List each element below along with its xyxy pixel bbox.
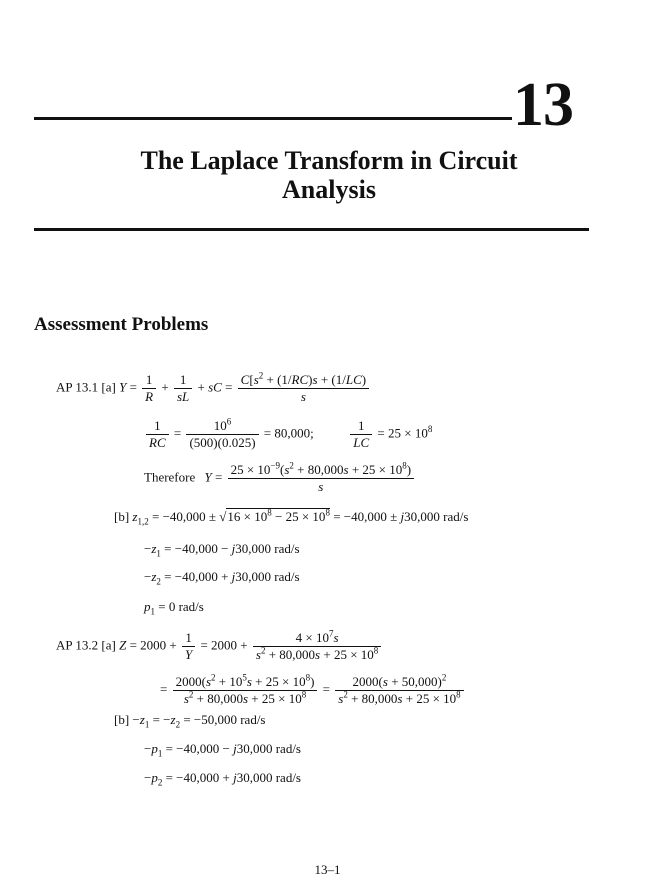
- ap132-part-b: [b]: [114, 712, 130, 727]
- ap131-label: AP 13.1: [56, 379, 99, 395]
- therefore-label: Therefore: [144, 469, 196, 485]
- ap131-rc-lc-values: $\frac{1}{RC}$ = $\frac{10^6}{(500)(0.025)}$ = 80,000; $\frac{1}{LC}$ = $25 \times 10^8$: [144, 418, 432, 451]
- ap131-therefore-y: Therefore Y = $\frac{25 \times 10^{-9}(s^2 + 80,000s + 25 \times 10^8)}{s}$: [144, 462, 416, 495]
- ap131-z1: $-z_1 = -40,000 - j30,000$ rad/s: [144, 541, 300, 559]
- ap132-part-a: [a]: [101, 637, 116, 653]
- chapter-title: [34, 146, 624, 204]
- page-number: 13–1: [314, 862, 341, 877]
- ap132-b-zeros: $[b] -z_1 = -z_2 = -50,000$ rad/s: [114, 712, 266, 730]
- chapter-title-line1: The Laplace Transform in Circuit: [140, 146, 518, 175]
- ap132-label: AP 13.2: [56, 637, 99, 653]
- chapter-title-line2: Analysis: [282, 175, 376, 204]
- ap132-p2: $-p_2 = -40,000 + j30,000$ rad/s: [144, 770, 301, 788]
- ap131-part-a: [a]: [101, 379, 116, 395]
- ap131-z2: $-z_2 = -40,000 + j30,000$ rad/s: [144, 569, 300, 587]
- ap132-a-equation: AP 13.2 [a] Z = 2000 + $\frac{1}{Y}$ = 2000 + $\frac{4 \times 10^7s}{s^2 + 80,000s + 25 \times 10^8}$: [56, 630, 383, 663]
- ap131-part-b: [b]: [114, 509, 130, 524]
- ap131-p1: $p_1 = 0$ rad/s: [144, 599, 204, 617]
- chapter-number: 13: [513, 71, 573, 139]
- ap132-a-simplified: = $\frac{2000(s^2 + 10^5s + 25 \times 10^8)}{s^2 + 80,000s + 25 \times 10^8}$ = $\frac{2000(s + 50,000)^2}{s^2 + 80,000s + 25 \times 10^8}$: [160, 674, 466, 707]
- header-rule: [34, 117, 512, 120]
- ap131-b-zeros: [b] $z_{1,2} = -40,000 \pm √16 \times 10^8 - 25 \times 10^8 = -40,000 \pm j30,000$ rad/s: [114, 507, 469, 527]
- section-heading: Assessment Problems: [34, 314, 209, 335]
- ap131-a-equation: AP 13.1 [a] Y = $\frac{1}{R}$ + $\frac{1}{sL}$ + sC = $\frac{C[s^2 + (1/RC)s + (1/LC)}{s}$: [56, 372, 371, 405]
- ap132-p1: $-p_1 = -40,000 - j30,000$ rad/s: [144, 741, 301, 759]
- title-rule: [34, 228, 589, 231]
